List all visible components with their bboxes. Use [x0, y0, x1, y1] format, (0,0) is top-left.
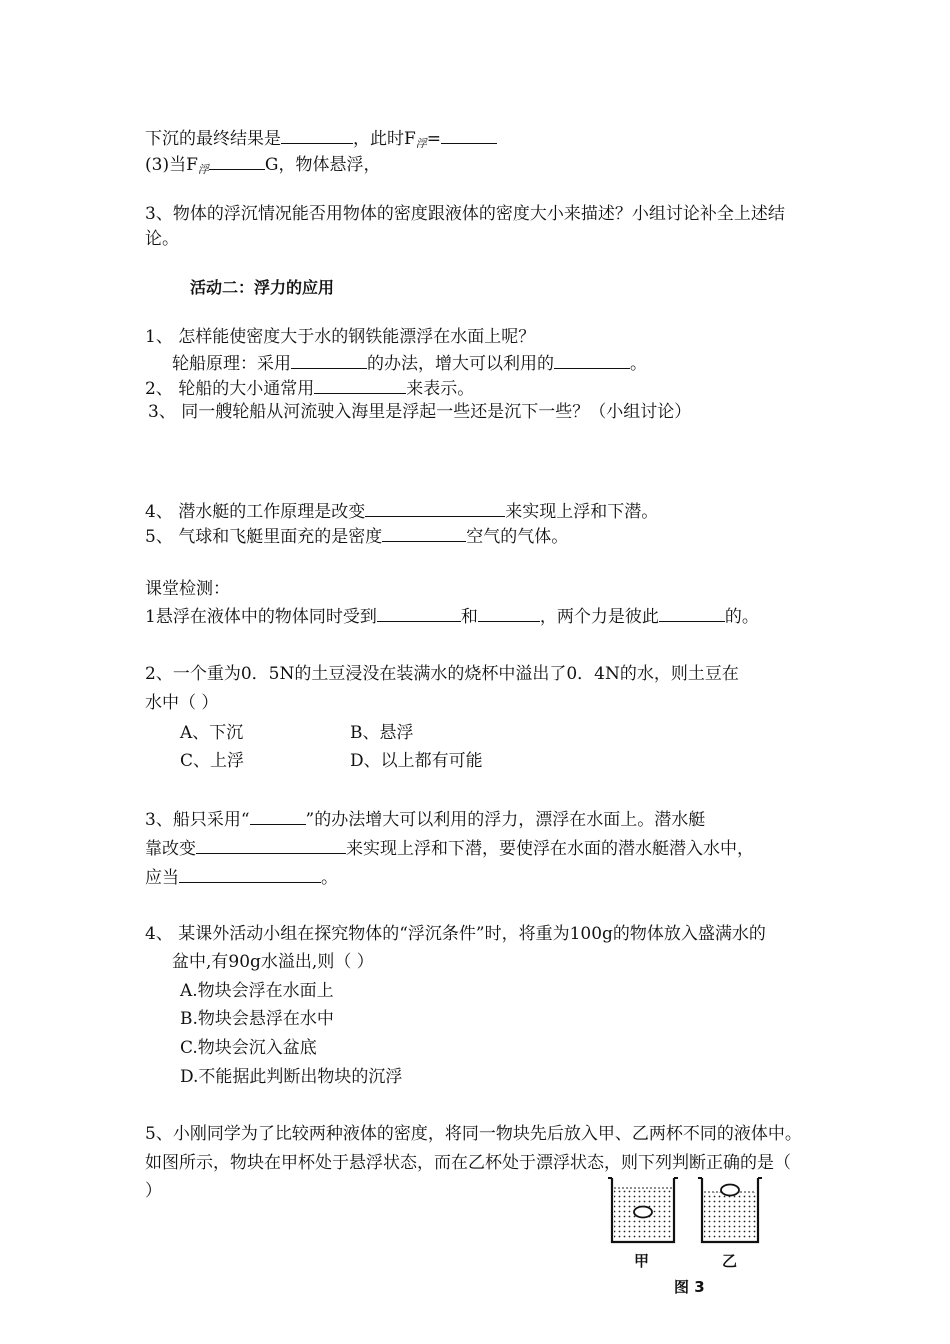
blank[interactable]	[554, 352, 630, 369]
check-q3-line2	[145, 837, 754, 860]
blank[interactable]	[281, 127, 353, 144]
text-line	[145, 153, 380, 178]
check-q2-line1: 2、一个重为0．5N的土豆浸没在装满水的烧杯中溢出了0．4N的水，则土豆在	[145, 664, 739, 684]
label-yi: 乙	[722, 1252, 738, 1270]
text-line	[145, 127, 497, 152]
check-q1	[145, 605, 759, 628]
text: 应当	[145, 868, 179, 888]
blank[interactable]	[659, 605, 725, 622]
blank[interactable]	[377, 605, 461, 622]
figure-3	[598, 1170, 788, 1300]
beaker-jia	[608, 1178, 678, 1242]
blank[interactable]	[179, 866, 321, 883]
activity-q1-line1: 1、 怎样能使密度大于水的钢铁能漂浮在水面上呢？	[145, 327, 536, 347]
text: 来表示。	[406, 379, 475, 399]
blank[interactable]	[382, 525, 466, 542]
check-q4-line1: 4、 某课外活动小组在探究物体的“浮沉条件”时，将重为100g的物体放入盛满水的	[145, 924, 766, 944]
text: 。	[630, 354, 647, 374]
text: 和	[460, 607, 478, 627]
text: 来实现上浮和下潜，要使浮在水面的潜水艇潜入水中，	[346, 839, 754, 859]
option-b[interactable]: B、悬浮	[350, 723, 414, 743]
text: 的。	[724, 607, 759, 627]
blank[interactable]	[478, 605, 540, 622]
check-q4-line2: 盆中,有90g水溢出,则（ ）	[172, 952, 374, 972]
activity-q1-line2	[172, 352, 647, 375]
text: 来实现上浮和下潜。	[505, 502, 659, 522]
blank[interactable]	[250, 808, 306, 825]
check-q5-line3: ）	[145, 1181, 162, 1201]
check-title: 课堂检测：	[145, 579, 230, 599]
check-q5-line2: 如图所示，物块在甲杯处于悬浮状态，而在乙杯处于漂浮状态，则下列判断正确的是（	[145, 1153, 791, 1173]
blank[interactable]	[196, 837, 346, 854]
text: (3)当F	[145, 155, 198, 175]
option-c[interactable]: C.物块会沉入盆底	[180, 1038, 317, 1058]
text: =	[426, 129, 442, 149]
option-d[interactable]: D.不能据此判断出物块的沉浮	[180, 1067, 403, 1087]
activity-q2	[145, 377, 474, 400]
check-q5-line1: 5、小刚同学为了比较两种液体的密度，将同一物块先后放入甲、乙两杯不同的液体中。	[145, 1124, 802, 1144]
option-c[interactable]: C、上浮	[180, 751, 245, 771]
text: 1悬浮在液体中的物体同时受到	[145, 607, 377, 627]
figure-caption: 图 3	[674, 1278, 705, 1296]
blank[interactable]	[209, 153, 265, 170]
beaker-yi	[698, 1178, 762, 1242]
text: ，此时F	[353, 129, 416, 149]
text: 的办法，增大可以利用的	[367, 354, 554, 374]
text: 靠改变	[145, 839, 196, 859]
option-a[interactable]: A.物块会浮在水面上	[180, 981, 334, 1001]
blank[interactable]	[365, 500, 505, 517]
subscript: 浮	[197, 163, 209, 176]
blank[interactable]	[291, 352, 367, 369]
label-jia: 甲	[634, 1252, 650, 1270]
text: 2、 轮船的大小通常用	[145, 379, 315, 399]
subscript: 浮	[415, 137, 427, 150]
check-q3-line1	[145, 808, 705, 831]
activity-q4	[145, 500, 658, 523]
text: 空气的气体。	[466, 527, 569, 547]
check-q3-line3	[145, 866, 338, 889]
option-d[interactable]: D、以上都有可能	[350, 751, 483, 771]
text: 。	[321, 868, 338, 888]
check-q2-line2: 水中（ ）	[145, 693, 219, 713]
text: 轮船原理：采用	[172, 354, 291, 374]
text: 5、 气球和飞艇里面充的是密度	[145, 527, 383, 547]
text: 下沉的最终结果是	[145, 129, 281, 149]
activity-2-title: 活动二：浮力的应用	[190, 278, 335, 297]
option-b[interactable]: B.物块会悬浮在水中	[180, 1009, 334, 1029]
blank[interactable]	[314, 377, 406, 394]
question-3-line1: 3、物体的浮沉情况能否用物体的密度跟液体的密度大小来描述？小组讨论补全上述结	[145, 204, 785, 224]
text: G，物体悬浮，	[264, 155, 381, 175]
text: ，两个力是彼此	[539, 607, 659, 627]
text: 3、船只采用“	[145, 810, 250, 830]
question-3-line2: 论。	[145, 229, 179, 249]
text: ”的办法增大可以利用的浮力，漂浮在水面上。潜水艇	[305, 810, 706, 830]
blank[interactable]	[441, 127, 497, 144]
text: 4、 潜水艇的工作原理是改变	[145, 502, 366, 522]
activity-q5	[145, 525, 568, 548]
option-a[interactable]: A、下沉	[180, 723, 244, 743]
activity-q3: 3、 同一艘轮船从河流驶入海里是浮起一些还是沉下一些？（小组讨论）	[148, 402, 692, 422]
